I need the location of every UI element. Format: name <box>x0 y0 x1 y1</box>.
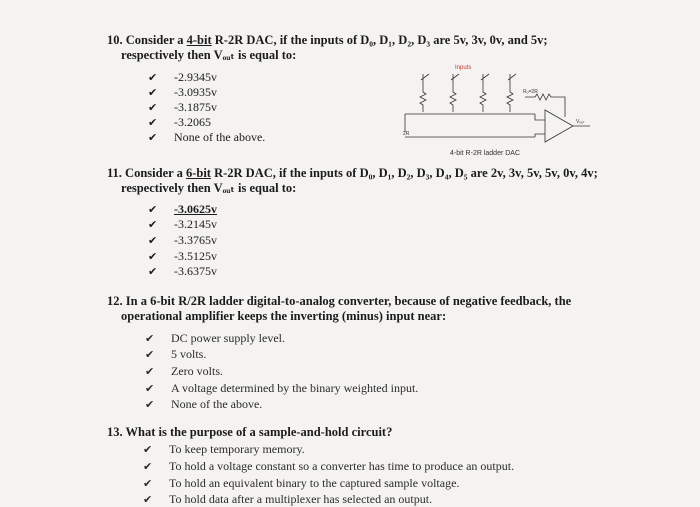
q12-line1: 12. In a 6-bit R/2R ladder digital-to-analog converter, because of negative feedback, the <box>107 294 572 308</box>
check-icon: ✔ <box>148 131 158 144</box>
check-icon: ✔ <box>145 382 155 395</box>
q11-prefix: 11. Consider a <box>107 166 186 180</box>
check-icon: ✔ <box>148 218 158 231</box>
q13-option-3: ✔ To hold an equivalent binary to the captured sample voltage. <box>143 476 460 490</box>
question-13 <box>107 425 667 440</box>
rf-label: Rₒ=2R <box>523 89 538 95</box>
q11-bits: 6-bit <box>185 166 211 180</box>
question-11 <box>107 166 667 196</box>
q11-option-1: ✔ -3.0625v <box>148 202 217 216</box>
q12-option-4: ✔ A voltage determined by the binary weighted input. <box>145 381 419 395</box>
q10-prefix: 10. Consider a <box>107 33 187 47</box>
vout-label: Vₒᵤₜ <box>576 119 585 125</box>
check-icon: ✔ <box>143 477 153 490</box>
q10-line1: R-2R DAC, if the inputs of D₀, D₁, D₂, D₃ are 5v, 3v, 0v, and 5v; <box>211 33 548 47</box>
q12-option-2: ✔ 5 volts. <box>145 347 207 361</box>
check-icon: ✔ <box>148 71 158 84</box>
q10-option-2: ✔ -3.0935v <box>148 85 217 99</box>
q11-option-5: ✔ -3.6375v <box>148 264 217 278</box>
q12-option-5: ✔ None of the above. <box>145 397 263 411</box>
q10-option-1: ✔ -2.9345v <box>148 70 217 84</box>
figure-caption: 4-bit R-2R ladder DAC <box>450 150 521 157</box>
check-icon: ✔ <box>143 460 153 473</box>
q12-option-1: ✔ DC power supply level. <box>145 331 285 345</box>
q10-option-5: ✔ None of the above. <box>148 130 266 144</box>
q13-option-4: ✔ To hold data after a multiplexer has selected an output. <box>143 492 433 506</box>
q10-bits: 4-bit <box>186 33 212 47</box>
r2-label: 2R <box>403 131 410 137</box>
q10-option-3: ✔ -3.1875v <box>148 100 217 114</box>
inputs-label: Inputs <box>455 65 472 71</box>
q13-option-2: ✔ To hold a voltage constant so a converter has time to produce an output. <box>143 459 515 473</box>
q11-option-4: ✔ -3.5125v <box>148 249 217 263</box>
check-icon: ✔ <box>148 234 158 247</box>
q13-line1: 13. What is the purpose of a sample-and-hold circuit? <box>107 425 393 439</box>
question-10 <box>107 33 607 63</box>
q13-option-1: ✔ To keep temporary memory. <box>143 442 305 456</box>
check-icon: ✔ <box>148 203 158 216</box>
check-icon: ✔ <box>148 116 158 129</box>
q12-line2: operational amplifier keeps the inverting (minus) input near: <box>121 309 447 323</box>
q12-option-3: ✔ Zero volts. <box>145 364 223 378</box>
check-icon: ✔ <box>143 493 153 506</box>
q11-line2: respectively then Vₒᵤₜ is equal to: <box>121 181 297 195</box>
check-icon: ✔ <box>148 250 158 263</box>
question-12 <box>107 294 667 324</box>
q10-line2: respectively then Vₒᵤₜ is equal to: <box>121 48 297 62</box>
check-icon: ✔ <box>145 398 155 411</box>
check-icon: ✔ <box>148 86 158 99</box>
check-icon: ✔ <box>148 101 158 114</box>
q11-option-2: ✔ -3.2145v <box>148 217 217 231</box>
q11-line1: R-2R DAC, if the inputs of D₀, D₁, D₂, D₃, D₄, D₅ are 2v, 3v, 5v, 5v, 0v, 4v; <box>210 166 598 180</box>
q10-option-4: ✔ -3.2065 <box>148 115 211 129</box>
q11-option-3: ✔ -3.3765v <box>148 233 217 247</box>
check-icon: ✔ <box>148 265 158 278</box>
check-icon: ✔ <box>145 348 155 361</box>
check-icon: ✔ <box>145 332 155 345</box>
check-icon: ✔ <box>145 365 155 378</box>
check-icon: ✔ <box>143 443 153 456</box>
